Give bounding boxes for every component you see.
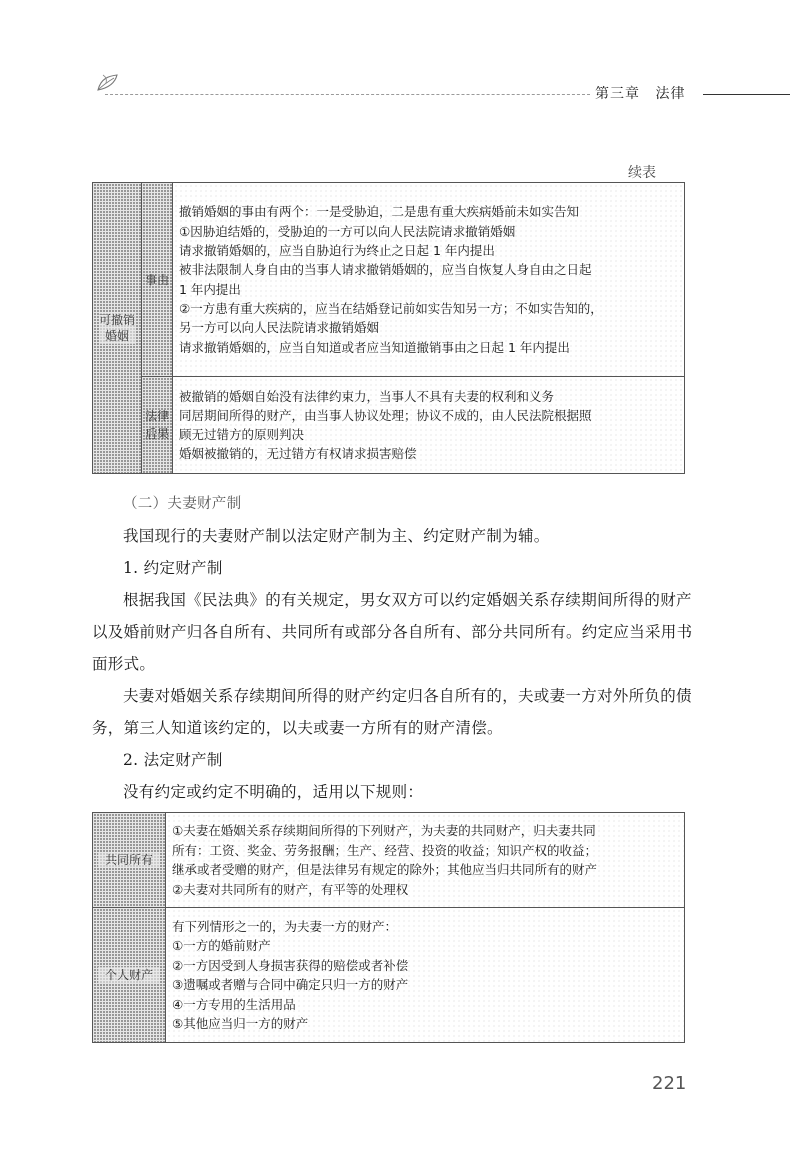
content-line: 同居期间所得的财产，由当事人协议处理；协议不成的，由人民法院根据照 [179, 407, 592, 423]
sub-category-cell [142, 377, 173, 474]
body-text [92, 488, 697, 808]
content-cell [173, 377, 685, 474]
content-line: 继承或者受赠的财产，但是法律另有规定的除外；其他应当归共同所有的财产 [172, 862, 598, 877]
content-line: ②夫妻对共同所有的财产，有平等的处理权 [172, 881, 409, 897]
page-number: 221 [652, 1073, 687, 1094]
subsection-heading: 2. 法定财产制 [123, 751, 223, 769]
content-line: ③遗嘱或者赠与合同中确定只归一方的财产 [172, 977, 409, 992]
content-line: ④一方专用的生活用品 [172, 996, 296, 1012]
content-line: 请求撤销婚姻的，应当自知道或者应当知道撤销事由之日起 1 年内提出 [179, 339, 570, 355]
content-line: ①一方的婚前财产 [172, 938, 271, 953]
content-line: 请求撤销婚姻的，应当自胁迫行为终止之日起 1 年内提出 [179, 243, 495, 259]
content-line: ①因胁迫结婚的，受胁迫的一方可以向人民法院请求撤销婚姻 [179, 223, 516, 239]
category-label: 共同所有 [98, 852, 160, 868]
content-line: 1 年内提出 [179, 281, 241, 297]
category-cell [93, 813, 166, 908]
category-label: 可撤销婚姻 [99, 313, 136, 343]
content-line: ②一方因受到人身损害获得的赔偿或者补偿 [172, 957, 409, 973]
content-line: ①夫妻在婚姻关系存续期间所得的下列财产，为夫妻的共同财产，归夫妻共同 [172, 823, 596, 838]
paragraph: 夫妻对婚姻关系存续期间所得的财产约定归各自所有的，夫或妻一方对外所负的债务，第三人知道该约定的，以夫或妻一方所有的财产清偿。 [92, 687, 692, 737]
leaf-ornament-icon [95, 72, 121, 94]
subsection-heading: 1. 约定财产制 [123, 559, 223, 577]
content-line: 有下列情形之一的，为夫妻一方的财产： [172, 918, 398, 934]
category-cell [93, 908, 166, 1043]
voidable-marriage-table [92, 182, 685, 474]
chapter-label [595, 83, 705, 103]
statutory-property-table [92, 812, 685, 1043]
section-heading: （二）夫妻财产制 [123, 496, 242, 512]
content-line: 被非法限制人身自由的当事人请求撤销婚姻的，应当自恢复人身自由之日起 [179, 262, 592, 278]
paragraph: 没有约定或约定不明确的，适用以下规则： [123, 783, 424, 801]
category-label: 个人财产 [98, 967, 160, 983]
content-cell [166, 813, 685, 908]
continued-label: 续表 [628, 165, 656, 181]
content-line: 另一方可以向人民法院请求撤销婚姻 [179, 320, 380, 336]
content-line: 撤销婚姻的事由有两个：一是受胁迫，二是患有重大疾病婚前未如实告知 [179, 204, 580, 220]
sub-category-cell [142, 183, 173, 377]
paragraph: 根据我国《民法典》的有关规定，男女双方可以约定婚姻关系存续期间所得的财产以及婚前财产归各自所有、共同所有或部分各自所有、部分共同所有。约定应当采用书面形式。 [92, 591, 693, 673]
paragraph: 我国现行的夫妻财产制以法定财产制为主、约定财产制为辅。 [123, 527, 550, 545]
chapter-number: 第三章 [595, 86, 640, 102]
content-line: 所有：工资、奖金、劳务报酬；生产、经营、投资的收益；知识产权的收益； [172, 842, 598, 858]
chapter-subject: 法律 [655, 86, 686, 102]
content-line: 婚姻被撤销的，无过错方有权请求损害赔偿 [179, 446, 417, 462]
content-line: 顾无过错方的原则判决 [179, 427, 305, 443]
content-line: 被撤销的婚姻自始没有法律约束力，当事人不具有夫妻的权利和义务 [179, 388, 555, 404]
sub-category-label: 法律后果 [145, 409, 170, 442]
content-cell [166, 908, 685, 1043]
content-line: ②一方患有重大疾病的，应当在结婚登记前如实告知另一方；不如实告知的， [179, 300, 603, 316]
header-rule [703, 94, 790, 95]
content-line: ⑤其他应当归一方的财产 [172, 1016, 309, 1031]
category-cell [93, 183, 142, 474]
page-header [95, 70, 790, 110]
content-cell [173, 183, 685, 377]
header-rule [105, 94, 590, 95]
sub-category-label: 事由 [145, 272, 170, 287]
